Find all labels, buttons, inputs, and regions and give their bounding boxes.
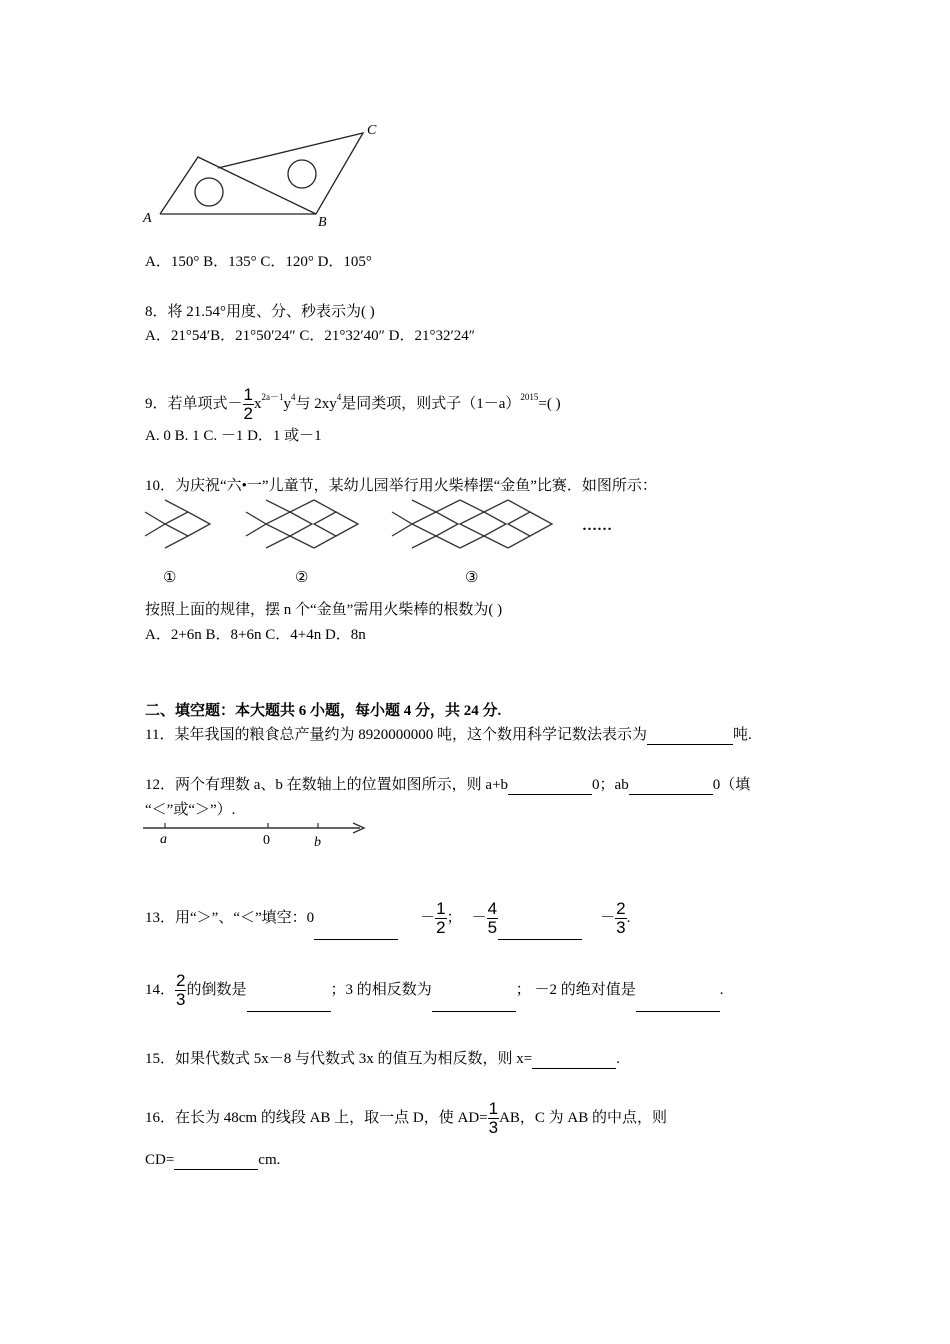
q16-line1: 16．在长为 48cm 的线段 AB 上，取一点 D，使 AD= $\frac{1}{3}$ AB，C 为 AB 的中点，则: [145, 1099, 668, 1138]
q8-options: A．21°54′B．21°50′24″ C．21°32′40″ D．21°32′24″: [145, 328, 476, 344]
axis-label-b: b: [314, 835, 321, 850]
label-b: B: [318, 215, 327, 230]
axis-label-a: a: [160, 832, 167, 847]
fraction: $\frac{2}{3}$: [616, 899, 626, 938]
answer-blank: [432, 995, 516, 1012]
answer-blank: [174, 1153, 258, 1170]
fraction: $\frac{1}{2}$: [243, 385, 253, 424]
fraction: $\frac{1}{3}$: [488, 1099, 499, 1138]
q12-line1: 12．两个有理数 a、b 在数轴上的位置如图所示，则 a+b 0；ab 0（填: [145, 777, 751, 793]
answer-blank: [647, 728, 733, 745]
q9-stem: 9．若单项式－ $\frac{1}{2}$ $x^{2a-1}y^4$与 $2xy^4$是同类项，则式子$(1-a)^{2015}=$( ): [145, 385, 561, 424]
answer-blank: [314, 923, 398, 940]
number-line: [140, 818, 372, 852]
answer-blank: [508, 778, 592, 795]
q8-stem: 8．将 21.54°用度、分、秒表示为( ): [145, 304, 375, 320]
q9-options: A. 0 B. 1 C. －1 D．1 或－1: [145, 428, 322, 444]
answer-blank: [498, 923, 582, 940]
q7-options: A．150° B．135° C．120° D．105°: [145, 254, 372, 270]
fig-ellipsis: ……: [582, 518, 612, 534]
label-a: A: [143, 211, 152, 226]
q10-question: 按照上面的规律，摆 n 个“金鱼”需用火柴棒的根数为( ): [145, 602, 503, 618]
q10-stem: 10．为庆祝“六•一”儿童节，某幼儿园举行用火柴棒摆“金鱼”比赛．如图所示：: [145, 478, 657, 494]
q15: 15．如果代数式 5x－8 与代数式 3x 的值互为相反数，则 x= .: [145, 1051, 620, 1067]
answer-blank: [636, 995, 720, 1012]
q10-options: A．2+6n B．8+6n C．4+4n D．8n: [145, 627, 366, 643]
fraction: $\frac{4}{5}$: [487, 899, 498, 938]
q16-line2: CD= cm.: [145, 1152, 281, 1168]
q12-line2: “＜”或“＞”）.: [145, 802, 236, 818]
answer-blank: [532, 1052, 616, 1069]
label-c: C: [367, 123, 377, 138]
q13: 13．用“＞”、“＜”填空：0 － $\frac{1}{2}$ ； － $\frac{4}{5}$ － $\frac{2}{3}$ .: [145, 896, 630, 940]
fraction: $\frac{1}{2}$: [436, 899, 446, 938]
goldfish-figure: [140, 496, 620, 588]
answer-blank: [247, 995, 331, 1012]
fig-label-1: ①: [163, 570, 177, 586]
fig-label-2: ②: [295, 570, 309, 586]
section-heading: 二、填空题：本大题共 6 小题，每小题 4 分，共 24 分.: [145, 703, 502, 719]
triangle-figure: [140, 118, 400, 233]
fig-label-3: ③: [465, 570, 479, 586]
q11: 11．某年我国的粮食总产量约为 8920000000 吨，这个数用科学记数法表示为 吨.: [145, 727, 752, 743]
q14: 14． $\frac{2}{3}$ 的倒数是 ；3 的相反数为 ； －2 的绝对值是 .: [145, 968, 724, 1012]
answer-blank: [629, 778, 713, 795]
axis-label-0: 0: [263, 833, 270, 848]
fraction: $\frac{2}{3}$: [176, 971, 186, 1010]
